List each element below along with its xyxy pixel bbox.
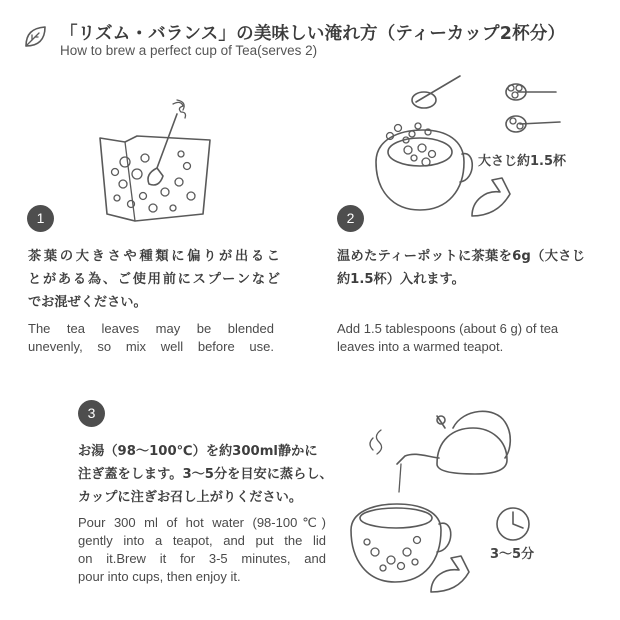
step-3-text-en: Pour 300 ml of hot water (98-100℃) gently into a teapot, and put the lid on it.Brew it for 3-5 minutes, and pour into cups, then enjoy it. bbox=[78, 515, 326, 584]
leaf-icon bbox=[22, 24, 48, 50]
step-2-text-ja: 温めたティーポットに茶葉を6g（大さじ 約1.5杯）入れます。 bbox=[337, 249, 585, 287]
step-1-text-ja: 茶葉の大きさや種類に偏りが出るこ とがある為、ご使用前にスプーンなど でお混ぜください。 bbox=[28, 249, 280, 310]
step-1-badge: 1 bbox=[27, 205, 54, 232]
step-2-badge: 2 bbox=[337, 205, 364, 232]
mixing-leaves-illustration bbox=[95, 96, 215, 226]
step-3-text-ja: お湯（98～100℃）を約300ml静かに 注ぎ蓋をします。3～5分を目安に蒸らし、 カップに注ぎお召し上がりください。 bbox=[78, 444, 333, 505]
step-2-text-en: Add 1.5 tablespoons (about 6 g) of tea leaves into a warmed teapot. bbox=[337, 321, 559, 354]
step-3-badge: 3 bbox=[78, 400, 105, 427]
pouring-kettle-illustration bbox=[345, 400, 545, 600]
step-1-text-en: The tea leaves may be blended unevenly, so mix well before use. bbox=[28, 321, 274, 354]
page-title: 「リズム・バランス」の美味しい淹れ方（ティーカップ2杯分） bbox=[60, 24, 566, 44]
measure-label: 大さじ約1.5杯 bbox=[478, 154, 567, 169]
page-subtitle: How to brew a perfect cup of Tea(serves 2) bbox=[60, 43, 318, 58]
brew-time-label: 3～5分 bbox=[490, 547, 535, 562]
